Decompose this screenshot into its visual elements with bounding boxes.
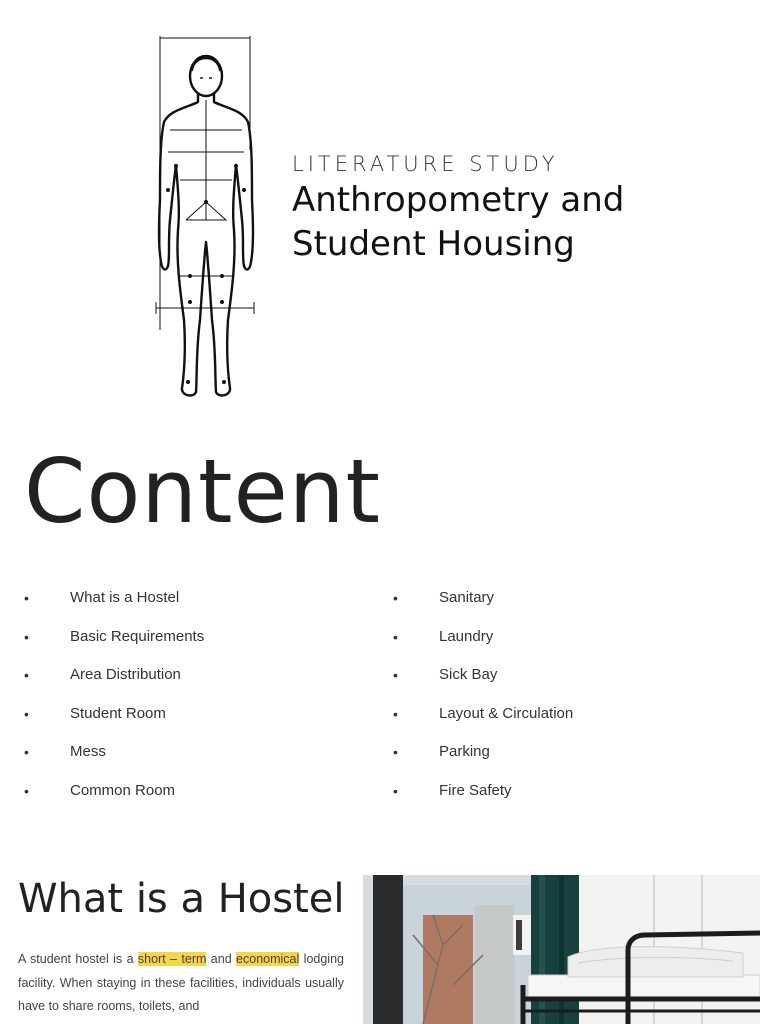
toc-left-list	[24, 586, 354, 817]
toc-item-label: Common Room	[70, 781, 176, 799]
page-title-line2: Student Housing	[292, 224, 575, 264]
hostel-bunk-bed-photo	[363, 875, 760, 1024]
toc-item: • Laundry	[393, 625, 723, 664]
toc-item-label: Mess	[70, 743, 106, 760]
toc-item: • Mess	[24, 740, 354, 779]
toc-item-label: Layout & Circulation	[439, 704, 574, 722]
toc-item-label: Parking	[439, 743, 490, 760]
toc-item-label: Sanitary	[439, 589, 495, 606]
toc-item-label: Fire Safety	[439, 781, 512, 799]
toc-item: • Fire Safety	[393, 779, 723, 818]
page-title	[292, 178, 712, 266]
content-heading: Content	[24, 440, 381, 543]
page-title-line1: Anthropometry and	[292, 180, 625, 220]
toc-item: • Common Room	[24, 779, 354, 818]
toc-item-label: Laundry	[439, 627, 494, 645]
highlight-economical: economical	[236, 952, 300, 966]
toc-item-label: Basic Requirements	[70, 627, 205, 645]
toc-item: • Basic Requirements	[24, 625, 354, 664]
highlight-short-term: short – term	[137, 952, 207, 966]
human-figure-anthropometry-icon	[150, 30, 262, 402]
toc-item-label: Student Room	[70, 704, 166, 722]
toc-item-label: Area Distribution	[70, 666, 181, 683]
literature-study-label: LITERATURE STUDY	[292, 152, 559, 176]
toc-item: • Student Room	[24, 702, 354, 741]
toc-item-label: Sick Bay	[439, 666, 498, 683]
toc-right-list	[393, 586, 723, 817]
section-heading-hostel: What is a Hostel	[18, 876, 345, 922]
toc-item: • Parking	[393, 740, 723, 779]
toc-item: • What is a Hostel	[24, 586, 354, 625]
toc-item-label: What is a Hostel	[70, 589, 180, 606]
toc-item: • Sick Bay	[393, 663, 723, 702]
toc-item: • Sanitary	[393, 586, 723, 625]
toc-item: • Layout & Circulation	[393, 702, 723, 741]
toc-item: • Area Distribution	[24, 663, 354, 702]
hostel-description: A student hostel is a short – term and economical lodging facility. When staying in these facilities, individuals usually have to share rooms, toilets, and	[18, 952, 344, 1013]
